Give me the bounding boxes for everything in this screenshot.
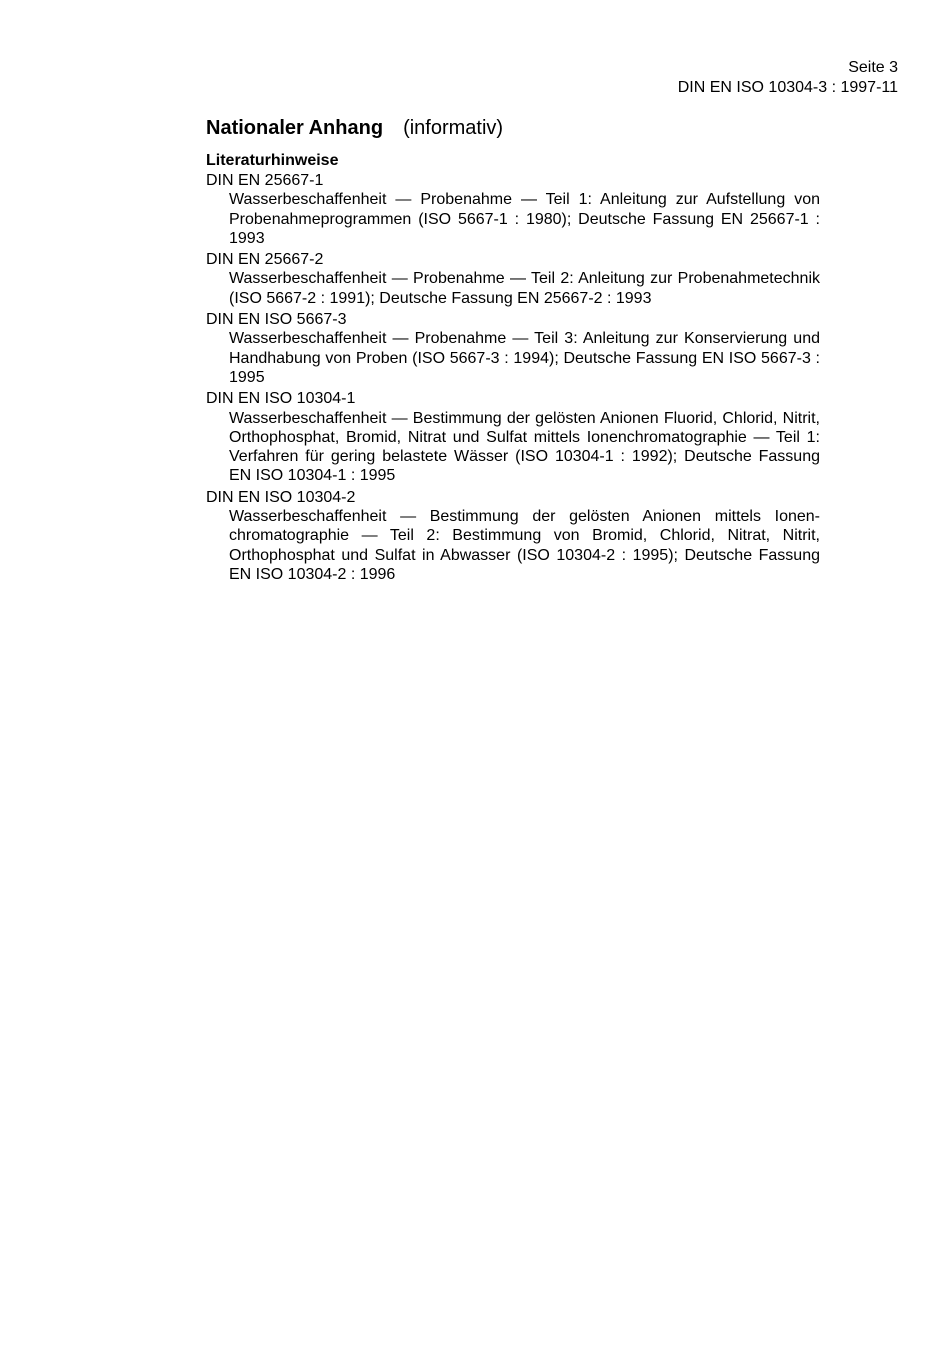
reference-code: DIN EN ISO 10304-1 bbox=[206, 390, 356, 408]
page-content bbox=[206, 115, 820, 586]
reference-code: DIN EN 25667-2 bbox=[206, 251, 324, 269]
annex-title-main: Nationaler Anhang bbox=[206, 117, 384, 139]
page-number: Seite 3 bbox=[848, 59, 898, 76]
reference-description: Wasserbeschaffenheit — Bestimmung der gelösten Anionen mittels Ionenchromatographie — Teil 2: Bestimmung von Bromid, Chlorid, Nitrat, Nitrit, Orthophosphat und Sulfat in Abwasser (ISO 10304-2 : 1995); Deutsche Fassung EN ISO 10304-2 : 1996 bbox=[229, 508, 820, 583]
bibliography-list bbox=[206, 171, 820, 584]
reference-description: Wasserbeschaffenheit — Bestimmung der gelösten Anionen Fluorid, Chlorid, Nitrit, Orthophosphat, Bromid, Nitrat und Sulfat mittels Ionenchromatographie — Teil 1: Verfahren für gering belastete Wässer (ISO 10304-1 : 1992); Deutsche Fassung EN ISO 10304-1 : 1995 bbox=[229, 409, 820, 485]
reference-code: DIN EN ISO 10304-2 bbox=[206, 488, 356, 506]
reference-code: DIN EN ISO 5667-3 bbox=[206, 311, 347, 329]
bibliography-heading: Literaturhinweise bbox=[206, 152, 339, 169]
page-header bbox=[678, 58, 898, 98]
document-id: DIN EN ISO 10304-3 : 1997-11 bbox=[677, 79, 898, 96]
bibliography-item bbox=[206, 488, 820, 584]
reference-description: Wasserbeschaffenheit — Probenahme — Teil 1: Anleitung zur Aufstellung von Probenahmeprogrammen (ISO 5667-1 : 1980); Deutsche Fassung EN 25667-1 : 1993 bbox=[229, 191, 820, 247]
bibliography-item bbox=[206, 310, 820, 387]
bibliography-item bbox=[206, 171, 820, 248]
annex-title-qualifier: (informativ) bbox=[403, 117, 504, 139]
reference-description: Wasserbeschaffenheit — Probenahme — Teil 2: Anleitung zur Probenahmetechnik (ISO 5667-2 : 1991); Deutsche Fassung EN 25667-2 : 1993 bbox=[229, 270, 820, 307]
reference-code: DIN EN 25667-1 bbox=[206, 172, 324, 189]
annex-title bbox=[206, 115, 820, 141]
bibliography-item bbox=[206, 389, 820, 485]
reference-description: Wasserbeschaffenheit — Probenahme — Teil 3: Anleitung zur Konservierung und Handhabung von Proben (ISO 5667-3 : 1994); Deutsche Fassung EN ISO 5667-3 : 1995 bbox=[229, 330, 820, 386]
bibliography-item bbox=[206, 250, 820, 308]
